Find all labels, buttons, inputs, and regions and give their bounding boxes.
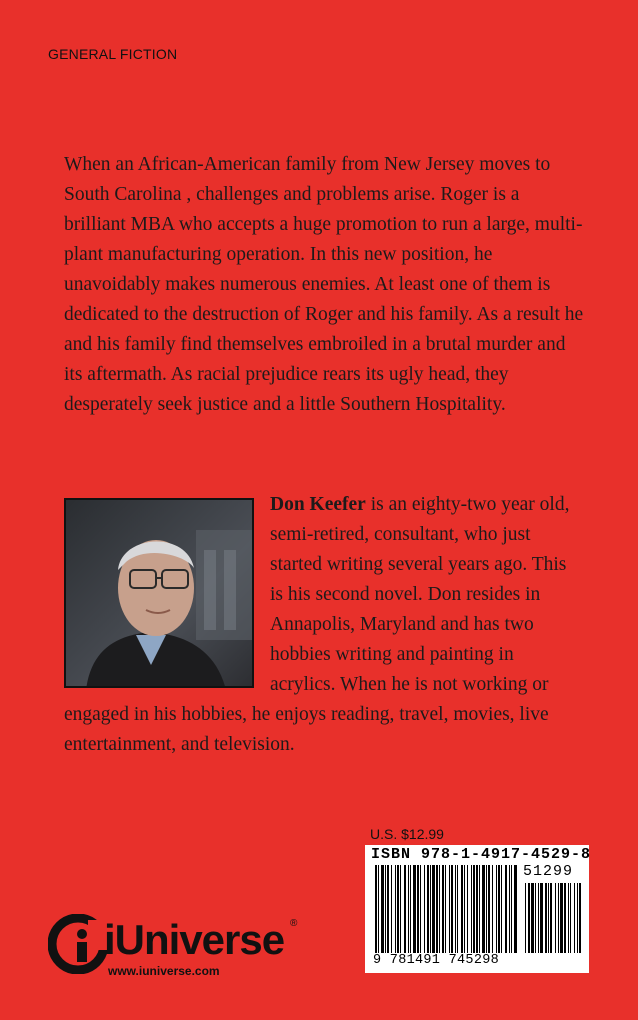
publisher-name: iUniverse [104, 916, 285, 963]
barcode-price-code: 51299 [523, 863, 574, 880]
barcode-digits: 9 781491 745298 [373, 953, 500, 968]
isbn-number: ISBN 978-1-4917-4529-8 [371, 846, 592, 863]
author-bio: is an eighty-two year old, semi-retired, consultant, who just started writing several years ago. This is his second novel. Don resides in Annapolis, Maryland and has two hobbies writing and painting in acrylics. When he is not working or engaged in his hobbies, he enjoys reading, travel, movies, live entertainment, and television. [64, 494, 570, 755]
iuniverse-logo-icon [48, 914, 108, 974]
author-bio-section [64, 490, 584, 760]
author-photo [64, 498, 254, 688]
isbn-barcode [365, 845, 592, 973]
book-blurb: When an African-American family from New Jersey moves to South Carolina , challenges and problems arise. Roger is a brilliant MBA who accepts a huge promotion to run a large, multi-plant manufacturing operation. In this new position, he unavoidably makes numerous enemies. At least one of them is dedicated to the destruction of Roger and his family. As a result he and his family find themselves embroiled in a brutal murder and its aftermath. As racial prejudice rears its ugly head, they desperately seek justice and a little Southern Hospitality. [64, 154, 584, 415]
publisher-logo [48, 912, 318, 982]
price-label: U.S. $12.99 [370, 826, 444, 842]
genre-label: GENERAL FICTION [48, 46, 178, 62]
barcode-bars [365, 845, 592, 955]
author-name: Don Keefer [270, 494, 366, 515]
publisher-url: www.iuniverse.com [108, 964, 220, 978]
registered-mark: ® [290, 918, 298, 929]
